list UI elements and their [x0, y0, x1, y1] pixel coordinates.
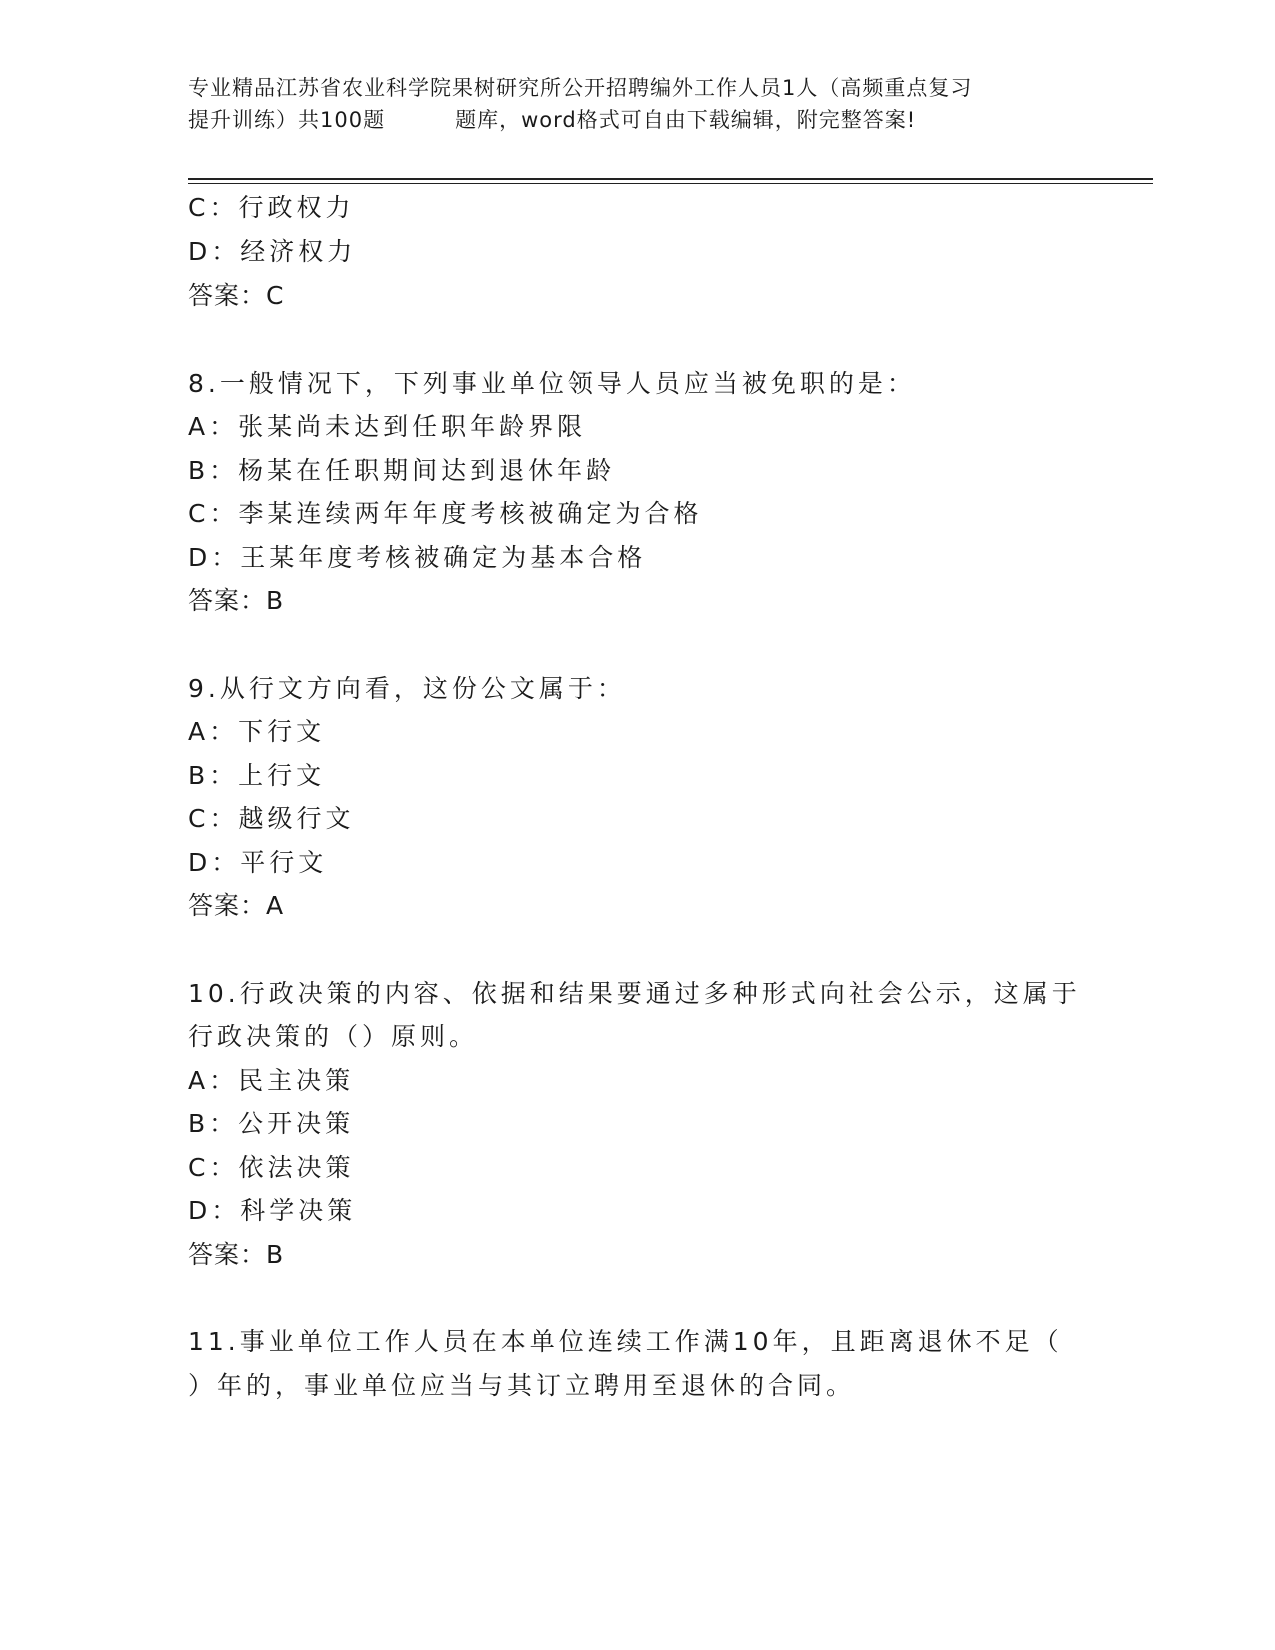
- q10-option-a: A：民主决策: [188, 1066, 355, 1095]
- q10-option-b: B：公开决策: [188, 1109, 355, 1138]
- q9-option-a: A：下行文: [188, 717, 326, 746]
- q9-answer: 答案：A: [188, 891, 285, 920]
- q8-answer: 答案：B: [188, 586, 285, 615]
- header-line-2: [188, 104, 1088, 136]
- q10-option-c: C：依法决策: [188, 1153, 355, 1182]
- q9-option-d: D：平行文: [188, 848, 328, 877]
- header-rule-thick: [188, 178, 1153, 180]
- q9-stem: 9.从行文方向看，这份公文属于：: [188, 674, 626, 703]
- q10-stem-line-2: 行政决策的（）原则。: [188, 1022, 479, 1051]
- q9-option-c: C：越级行文: [188, 804, 355, 833]
- header-rule-thin: [188, 183, 1153, 184]
- q8-option-a: A：张某尚未达到任职年龄界限: [188, 412, 587, 441]
- q7-option-d: D：经济权力: [188, 237, 357, 266]
- q10-answer: 答案：B: [188, 1240, 285, 1269]
- header-line-2-end: 题库，word格式可自由下载编辑，附完整答案!: [455, 108, 917, 132]
- q11-stem-line-1: 11.事业单位工作人员在本单位连续工作满10年，且距离退休不足（: [188, 1327, 1063, 1356]
- q10-stem-line-1: 10.行政决策的内容、依据和结果要通过多种形式向社会公示，这属于: [188, 979, 1081, 1008]
- document-header: [188, 72, 1088, 136]
- q11-stem-line-2: ）年的，事业单位应当与其订立聘用至退休的合同。: [188, 1371, 856, 1400]
- q9-option-b: B：上行文: [188, 761, 326, 790]
- q8-stem: 8.一般情况下，下列事业单位领导人员应当被免职的是：: [188, 369, 916, 398]
- q7-answer: 答案：C: [188, 281, 285, 310]
- q8-option-c: C：李某连续两年年度考核被确定为合格: [188, 499, 703, 528]
- q7-option-c: C：行政权力: [188, 193, 355, 222]
- q8-option-b: B：杨某在任职期间达到退休年龄: [188, 456, 616, 485]
- header-line-2-start: 提升训练）共100题: [188, 108, 386, 132]
- q10-option-d: D：科学决策: [188, 1196, 357, 1225]
- q8-option-d: D：王某年度考核被确定为基本合格: [188, 543, 647, 572]
- header-line-1: 专业精品江苏省农业科学院果树研究所公开招聘编外工作人员1人（高频重点复习: [188, 76, 973, 100]
